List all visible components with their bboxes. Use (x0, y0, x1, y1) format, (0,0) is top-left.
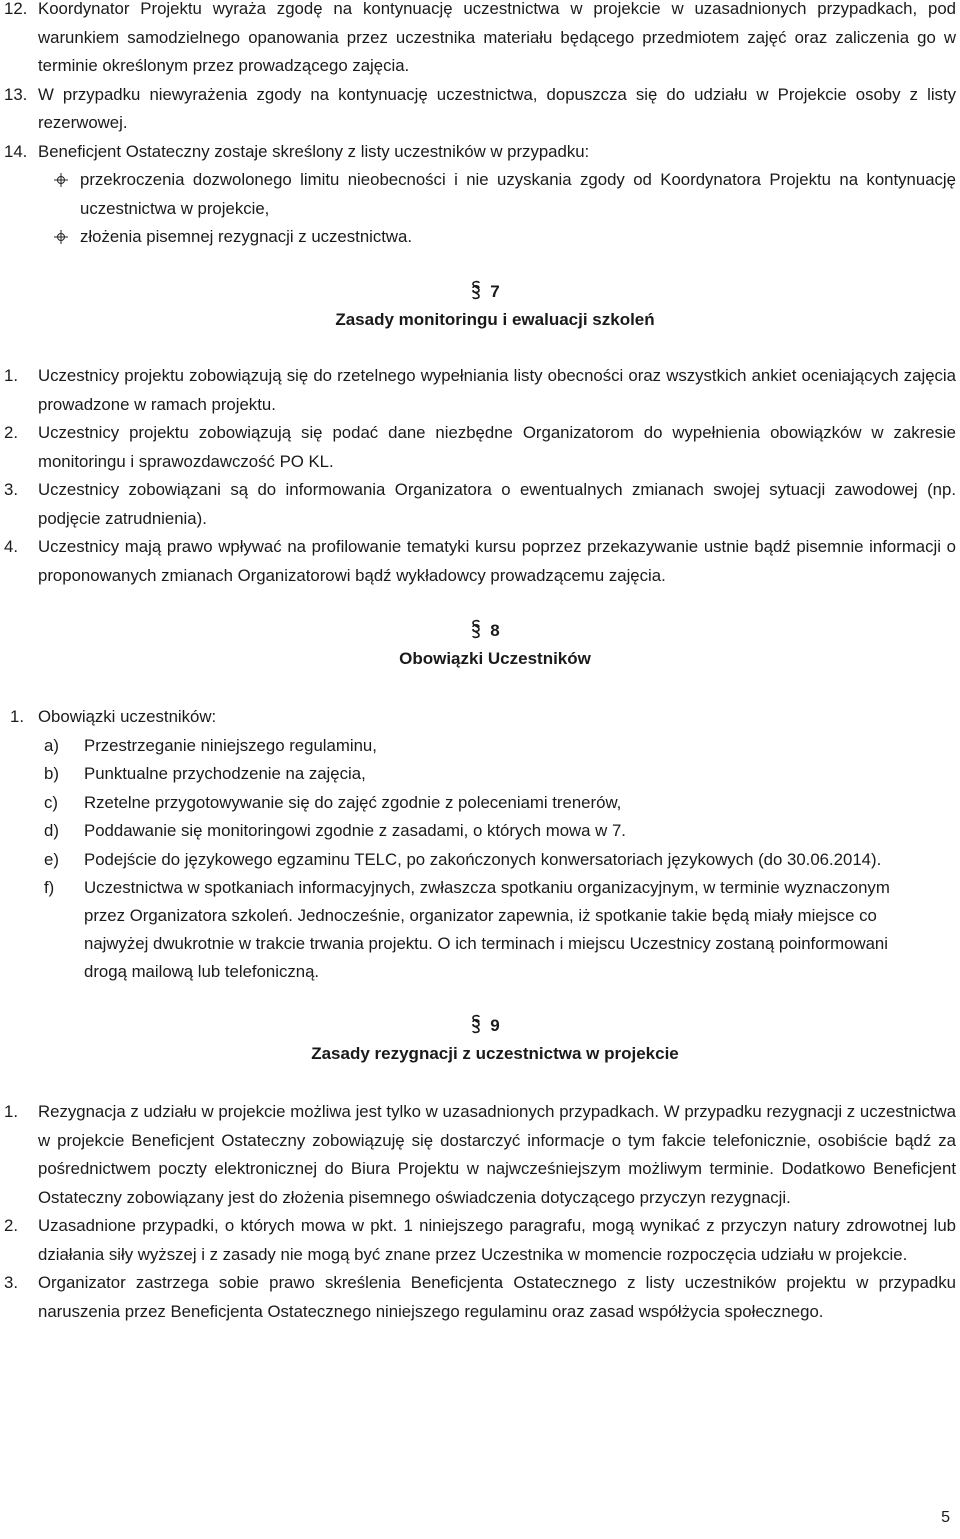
item-text: W przypadku niewyrażenia zgody na kontynuację uczestnictwa, dopuszcza się do udziału w Projekcie osoby z listy rezerwowej. (38, 84, 956, 132)
item-number: 13. (4, 84, 28, 104)
list-item (0, 1212, 956, 1269)
item-text: Uczestnicy projektu zobowiązują się do rzetelnego wypełniania listy obecności oraz wszystkich ankiet oceniających zajęcia prowadzone w ramach projektu. (38, 366, 956, 414)
bullet-list (0, 166, 960, 252)
paragraph-icon (470, 280, 482, 300)
section-7-heading (0, 278, 960, 334)
item-text: Uczestnicy mają prawo wpływać na profilowanie tematyki kursu poprzez przekazywanie ustnie bądź pisemnie informacji o proponowanych zmianach Organizatorowi bądź wykładowcy prowadzącemu zajęcia. (38, 537, 956, 585)
crosshair-bullet-icon (54, 230, 68, 244)
list-item (0, 138, 956, 167)
item-number: 2. (4, 1216, 18, 1235)
list-item (0, 1269, 956, 1326)
sub-item-text: Uczestnictwa w spotkaniach informacyjnych, zwłaszcza spotkaniu organizacyjnym, w terminie wyznaczonym przez Organizatora szkoleń. Jednocześnie, organizator zapewnia, iż spotkanie takie będą miały miejsce co najwyżej dwukrotnie w trakcie trwania projektu. O ich terminach i miejscu Uczestnicy zostaną poinformowani drogą mailową lub telefoniczną. (84, 878, 890, 981)
section-8-heading (0, 617, 960, 673)
sub-item-label: f) (44, 878, 55, 897)
page-number: 5 (941, 1509, 950, 1526)
item-text: Uczestnicy projektu zobowiązują się podać dane niezbędne Organizatorom do wypełnienia obowiązków w zakresie monitoringu i sprawozdawczość PO KL. (38, 423, 956, 471)
sub-item (0, 789, 956, 818)
item-text: Beneficjent Ostateczny zostaje skreślony z listy uczestników w przypadku: (38, 141, 590, 161)
list-item (0, 0, 956, 81)
bullet-text: przekroczenia dozwolonego limitu nieobecności i nie uzyskania zgody od Koordynatora Projektu na kontynuację uczestnictwa w projekcie, (80, 170, 956, 218)
list-item (0, 1098, 956, 1212)
sub-item-text: Punktualne przychodzenie na zajęcia, (84, 764, 366, 783)
section-title: Zasady monitoringu i ewaluacji szkoleń (335, 310, 655, 329)
list-item (0, 362, 956, 419)
sub-item (0, 874, 956, 986)
bullet-item (0, 166, 956, 223)
item-text: Rezygnacja z udziału w projekcie możliwa jest tylko w uzasadnionych przypadkach. W przypadku rezygnacji z uczestnictwa w projekcie Beneficjent Ostateczny zobowiązuję się dostarczyć informacje o tym fakcie telefonicznie, osobiście bądź za pośrednictwem poczty elektronicznej do Biura Projektu w najwcześniejszym możliwym terminie. Dodatkowo Beneficjent Ostateczny zobowiązany jest do złożenia pisemnego oświadczenia dotyczącego przyczyn rezygnacji. (38, 1102, 956, 1207)
sub-item (0, 732, 956, 761)
list-item (0, 533, 956, 590)
item-number: 2. (4, 423, 18, 442)
item-text: Koordynator Projektu wyraża zgodę na kontynuację uczestnictwa w projekcie w uzasadnionych przypadkach, pod warunkiem samodzielnego opanowania przez uczestnika materiału będącego przedmiotem zajęć oraz zaliczenia go w terminie określonym przez prowadzącego zajęcia. (38, 0, 956, 75)
list-item (0, 419, 956, 476)
item-text: Uzasadnione przypadki, o których mowa w pkt. 1 niniejszego paragrafu, mogą wynikać z przyczyn natury zdrowotnej lub działania siły wyższej i z zasady nie mogą być znane przez Uczestnika w momencie rozpoczęcia udziału w projekcie. (38, 1216, 956, 1264)
section-number-text: 8 (490, 621, 500, 640)
list-item (0, 476, 956, 533)
item-text: Uczestnicy zobowiązani są do informowania Organizatora o ewentualnych zmianach swojej sytuacji zawodowej (np. podjęcie zatrudnienia). (38, 480, 956, 528)
section-9-heading (0, 1012, 960, 1068)
sub-item (0, 760, 956, 789)
paragraph-icon (470, 619, 482, 639)
section-9-list (0, 1098, 960, 1326)
item-number: 1. (4, 366, 18, 385)
item-number: 4. (4, 537, 18, 556)
section-number-text: 9 (490, 1016, 500, 1035)
item-text: Organizator zastrzega sobie prawo skreślenia Beneficjenta Ostatecznego z listy uczestników projektu w przypadku naruszenia przez Beneficjenta Ostatecznego niniejszego regulaminu oraz zasad współżycia społecznego. (38, 1273, 956, 1321)
section-8-list (0, 703, 960, 986)
crosshair-bullet-icon (54, 173, 68, 187)
sub-item-label: a) (44, 735, 59, 755)
sub-item-text: Podejście do językowego egzaminu TELC, po zakończonych konwersatoriach językowych (do 30.06.2014). (84, 849, 882, 869)
item-number: 1. (10, 707, 24, 726)
section-title: Zasady rezygnacji z uczestnictwa w projekcie (311, 1044, 679, 1063)
section-title: Obowiązki Uczestników (399, 649, 591, 668)
sub-item (0, 846, 956, 875)
item-number: 3. (4, 1273, 18, 1292)
item-number: 12. (4, 0, 28, 18)
item-number: 3. (4, 480, 18, 499)
sub-item-label: d) (44, 821, 59, 840)
paragraph-icon (470, 1014, 482, 1034)
sub-item-text: Poddawanie się monitoringowi zgodnie z zasadami, o których mowa w 7. (84, 821, 626, 840)
sub-item (0, 817, 956, 846)
list-item (0, 81, 956, 138)
item-number: 14. (4, 141, 28, 161)
item-number: 1. (4, 1102, 18, 1121)
section-number (0, 617, 960, 645)
section-number (0, 278, 960, 306)
sub-item-label: b) (44, 764, 59, 783)
section-number (0, 1012, 960, 1040)
list-item (0, 703, 956, 732)
bullet-item (0, 223, 956, 252)
sub-item-label: e) (44, 849, 59, 869)
bullet-text: złożenia pisemnej rezygnacji z uczestnictwa. (80, 227, 413, 246)
sub-item-label: c) (44, 792, 58, 812)
section-7-list (0, 362, 960, 590)
section-number-text: 7 (490, 282, 500, 301)
intro-block (0, 0, 960, 252)
item-text: Obowiązki uczestników: (38, 707, 217, 726)
sub-item-text: Rzetelne przygotowywanie się do zajęć zgodnie z poleceniami trenerów, (84, 792, 622, 812)
sub-item-text: Przestrzeganie niniejszego regulaminu, (84, 735, 377, 755)
